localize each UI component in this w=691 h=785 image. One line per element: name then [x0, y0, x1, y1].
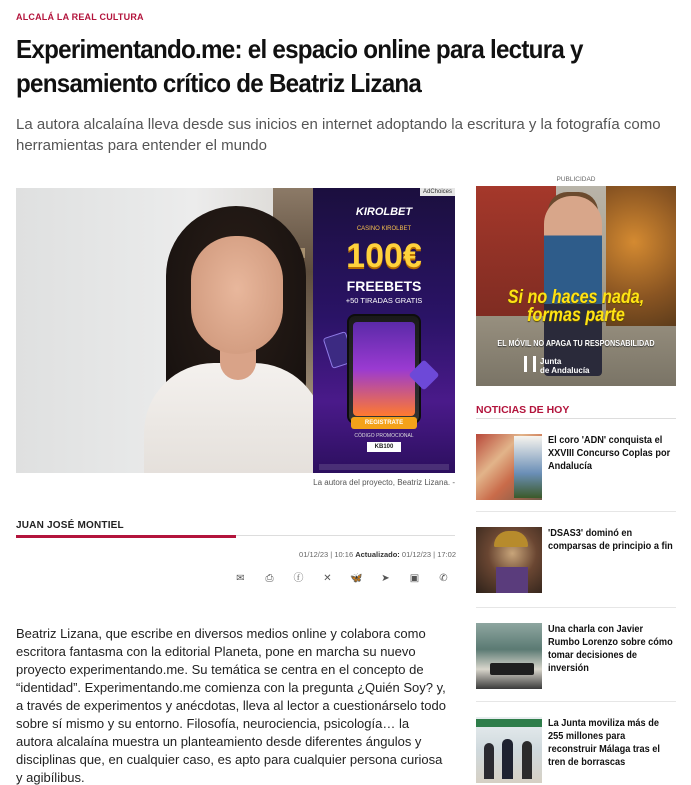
print-icon[interactable]: ⎙ [265, 573, 274, 584]
bluesky-icon[interactable]: 🦋 [350, 573, 363, 584]
article-body: Beatriz Lizana, que escribe en diversos medios online y colabora como escritora fantasma con la editorial Planeta, pone en marcha su nuevo proyecto experimentando.me. Su temática se centra en el concepto de “identidad”. Experimentando.me comienza con la pregunta ¿Quién Soy? y, a través de experimentos y anécdotas, lleva al lector a cuestionárselo todo sobre sí mismo y su entorno. Filosofía, neurociencia, psicología… la autora alcalaína muestra un planteamiento desde diferentes ángulos y disciplinas que, en cualquier caso, es apto para cualquier persona curiosa y agibílibus. [16, 626, 446, 785]
inline-ad-banner[interactable] [313, 188, 455, 473]
ad-tiradas: +50 TIRADAS GRATIS [345, 296, 423, 305]
linkedin-icon[interactable]: ▣ [409, 573, 420, 584]
phone-image [347, 314, 421, 424]
news-title[interactable]: Una charla con Javier Rumbo Lorenzo sobre cómo tomar decisiones de inversión [548, 624, 673, 674]
news-item[interactable] [476, 434, 676, 504]
date-updated: 01/12/23 | 17:02 [401, 550, 456, 559]
divider [476, 511, 676, 512]
news-title[interactable]: La Junta moviliza más de 255 millones para reconstruir Málaga tras el tren de borrascas [548, 718, 660, 768]
telegram-icon[interactable]: ➤ [381, 573, 390, 584]
news-title[interactable]: 'DSAS3' dominó en comparsas de principio a fin [548, 528, 673, 552]
advertising-label: PUBLICIDAD [556, 176, 596, 183]
news-section-title: NOTICIAS DE HOY [476, 404, 570, 416]
ad-casino-text: CASINO KIROLBET [356, 226, 412, 232]
date-published: 01/12/23 | 10:16 [299, 550, 354, 559]
ad-freebets: FREEBETS [346, 278, 422, 294]
news-thumbnail[interactable] [476, 717, 542, 783]
adchoices-label[interactable]: AdChoices [420, 188, 455, 196]
ad-code-label: CÓDIGO PROMOCIONAL [354, 433, 414, 439]
updated-label: Actualizado: [355, 550, 400, 559]
ad-brand-logo: KIROLBET [355, 206, 413, 218]
ad-register-button[interactable]: REGISTRATE [351, 417, 417, 429]
page-title: Experimentando.me: el espacio online para lectura y pensamiento crítico de Beatriz Lizana [16, 34, 583, 98]
section-tag[interactable]: ALCALÁ LA REAL CULTURA [16, 12, 144, 22]
sidebar-ad-banner[interactable] [476, 186, 676, 386]
share-bar [233, 572, 451, 586]
divider-accent [16, 535, 236, 538]
whatsapp-icon[interactable]: ✆ [439, 573, 448, 584]
divider [476, 701, 676, 702]
article-dates [200, 550, 456, 559]
ad-legal-footer [319, 464, 449, 470]
news-thumbnail[interactable] [476, 434, 542, 500]
news-item[interactable] [476, 527, 676, 597]
ad-organization: Junta de Andalucía [540, 357, 590, 375]
news-title[interactable]: El coro 'ADN' conquista el XXVIII Concurso Coplas por Andalucía [548, 435, 671, 472]
author-name[interactable]: JUAN JOSÉ MONTIEL [16, 520, 124, 531]
ad-slogan: Si no haces nada, formas parte [507, 287, 645, 326]
photo-caption: La autora del proyecto, Beatriz Lizana. - [313, 478, 455, 487]
facebook-icon[interactable]: ⓕ [293, 573, 304, 584]
ad-promo-code: KB100 [367, 442, 401, 452]
news-thumbnail[interactable] [476, 623, 542, 689]
ad-amount: 100€ [346, 237, 422, 275]
news-thumbnail[interactable] [476, 527, 542, 593]
email-icon[interactable]: ✉ [236, 573, 245, 584]
news-item[interactable] [476, 623, 676, 693]
x-icon[interactable]: ✕ [323, 573, 332, 584]
article-subhead: La autora alcalaína lleva desde sus inicios en internet adoptando la escritura y la fotografía como herramientas para entender el mundo [16, 116, 661, 154]
news-item[interactable] [476, 717, 676, 785]
author-photo [16, 188, 313, 473]
divider [476, 607, 676, 608]
junta-logo-icon [524, 356, 536, 372]
divider [476, 418, 676, 419]
ad-subtitle: EL MÓVIL NO APAGA TU RESPONSABILIDAD [497, 338, 655, 348]
